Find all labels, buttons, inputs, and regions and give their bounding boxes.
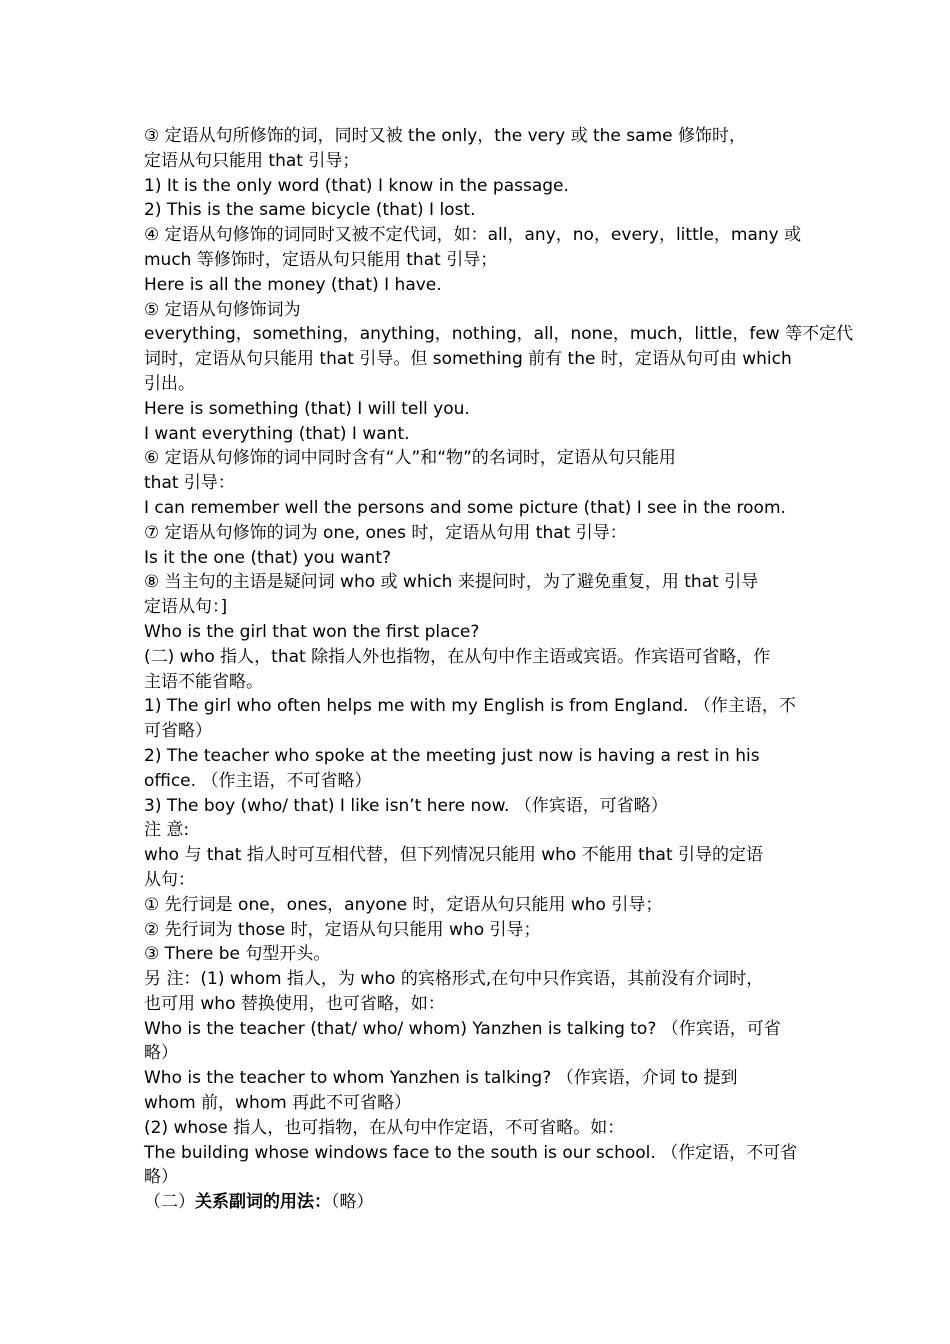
section-heading-title: 关系副词的用法：: [195, 1192, 331, 1213]
text-line: 略）: [144, 1167, 178, 1188]
text-line: ⑦ 定语从句修饰的词为 one, ones 时，定语从句用 that 引导：: [144, 522, 627, 543]
text-line: 从句：: [144, 869, 195, 890]
text-line: 2) The teacher who spoke at the meeting just now is having a rest in his: [144, 745, 760, 766]
text-line: 注 意:: [144, 820, 190, 841]
text-line: that 引导：: [144, 473, 235, 494]
text-line: 引出。: [144, 373, 195, 394]
text-line: ② 先行词为 those 时，定语从句只能用 who 引导；: [144, 919, 541, 940]
text-line: ⑧ 当主句的主语是疑问词 who 或 which 来提问时，为了避免重复，用 that 引导: [144, 572, 759, 593]
text-line: ③ 定语从句所修饰的词，同时又被 the only，the very 或 the same 修饰时，: [144, 126, 746, 146]
document-page: [144, 124, 854, 1215]
text-line: (二) who 指人，that 除指人外也指物，在从句中作主语或宾语。作宾语可省略，作: [144, 646, 771, 667]
text-line: ⑥ 定语从句修饰的词中同时含有“人”和“物”的名词时，定语从句只能用: [144, 448, 676, 469]
text-line: 定语从句：]: [144, 597, 228, 618]
text-line: Who is the teacher to whom Yanzhen is talking? （作宾语，介词 to 提到: [144, 1068, 738, 1089]
text-line: who 与 that 指人时可互相代替，但下列情况只能用 who 不能用 that 引导的定语: [144, 845, 764, 866]
text-line: 主语不能省略。: [144, 671, 263, 692]
section-heading: [144, 1190, 810, 1215]
text-line: 词时，定语从句只能用 that 引导。但 something 前有 the 时，定语从句可由 which: [144, 349, 792, 370]
text-line: 2) This is the same bicycle (that) I lost.: [144, 200, 476, 221]
text-line: 略）: [144, 1043, 178, 1064]
text-line: Who is the teacher (that/ who/ whom) Yanzhen is talking to? （作宾语，可省: [144, 1018, 781, 1039]
text-line: 定语从句只能用 that 引导；: [144, 150, 360, 171]
section-heading-note: （略）: [331, 1192, 374, 1213]
text-line: 3) The boy (who/ that) I like isn’t here now. （作宾语，可省略）: [144, 795, 668, 816]
text-line: much 等修饰时，定语从句只能用 that 引导；: [144, 249, 498, 270]
text-line: everything，something，anything，nothing，all，none，much，little，few 等不定代: [144, 324, 854, 345]
text-line: Is it the one (that) you want?: [144, 547, 392, 568]
text-line: I can remember well the persons and some picture (that) I see in the room.: [144, 497, 786, 518]
text-line: (2) whose 指人，也可指物，在从句中作定语，不可省略。如：: [144, 1117, 625, 1138]
text-line: 另 注：(1) whom 指人，为 who 的宾格形式,在句中只作宾语，其前没有介词时，: [144, 969, 764, 990]
section-heading-open: （二）: [144, 1192, 195, 1213]
text-line: whom 前，whom 再此不可省略）: [144, 1093, 412, 1114]
text-line: Here is all the money (that) I have.: [144, 274, 442, 295]
text-line: Here is something (that) I will tell you.: [144, 398, 470, 419]
text-line: The building whose windows face to the south is our school. （作定语，不可省: [144, 1142, 798, 1163]
text-line: ⑤ 定语从句修饰词为: [144, 299, 301, 320]
text-line: I want everything (that) I want.: [144, 423, 410, 444]
text-line: 1) The girl who often helps me with my English is from England. （作主语，不: [144, 696, 796, 717]
text-line: 也可用 who 替换使用，也可省略，如：: [144, 993, 445, 1014]
text-line: ③ There be 句型开头。: [144, 944, 331, 965]
text-line: Who is the girl that won the first place?: [144, 621, 480, 642]
text-line: 1) It is the only word (that) I know in the passage.: [144, 175, 569, 196]
text-line: 可省略）: [144, 721, 212, 742]
text-line: ④ 定语从句修饰的词同时又被不定代词，如：all，any，no，every，little，many 或: [144, 225, 802, 246]
text-line: ① 先行词是 one，ones，anyone 时，定语从句只能用 who 引导；: [144, 894, 663, 915]
text-line: office. （作主语，不可省略）: [144, 770, 372, 791]
